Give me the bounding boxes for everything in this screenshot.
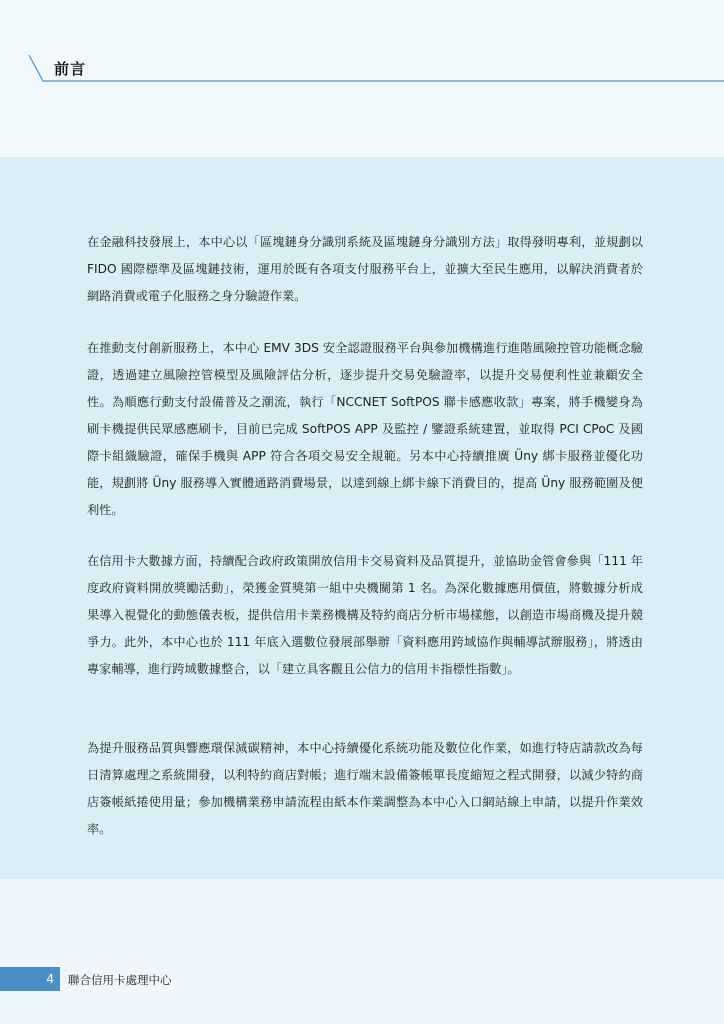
footer-organization: 聯合信用卡處理中心 [68, 973, 172, 987]
paragraph-payment-innovation: 在推動支付創新服務上，本中心 EMV 3DS 安全認證服務平台與參加機構進行進階風險控管功能概念驗證，透過建立風險控管模型及風險評估分析，逐步提升交易免驗證率，以提升交易便利性並兼顧安全性。為順應行動支付設備普及之潮流，執行「NCCNET SoftPOS 聯卡感應收款」專案，將手機變身為刷卡機提供民眾感應刷卡，目前已完成 SoftPOS APP 及監控 / 鑒證系統建置，並取得 PCI CPoC 及國際卡組織驗證，確保手機與 APP 符合各項交易安全規範。另本中心持續推廣 Üny 綁卡服務並優化功能，規劃將 Üny 服務導入實體通路消費場景，以達到線上綁卡線下消費目的，提高 Üny 服務範圍及便利性。 [87, 341, 643, 517]
page-number-badge: 4 [0, 967, 60, 991]
page-header [0, 0, 724, 157]
paragraph-big-data: 在信用卡大數據方面，持續配合政府政策開放信用卡交易資料及品質提升，並協助金管會參與「111 年度政府資料開放獎勵活動」，榮獲金質獎第一組中央機關第 1 名。為深化數據應用價值，將數據分析成果導入視覺化的動態儀表板，提供信用卡業務機構及特約商店分析市場樣態，以創造市場商機及提升競爭力。此外，本中心也於 111 年底入選數位發展部舉辦「資料應用跨域協作與輔導試辦服務」，將透由專家輔導，進行跨域數據整合，以「建立具客觀且公信力的信用卡指標性指數」。 [87, 554, 643, 676]
header-divider [0, 0, 724, 90]
paragraph-fintech: 在金融科技發展上，本中心以「區塊鏈身分識別系統及區塊鏈身分識別方法」取得發明專利，並規劃以 FIDO 國際標準及區塊鏈技術，運用於既有各項支付服務平台上，並擴大至民生應用，以解決消費者於網路消費或電子化服務之身分驗證作業。 [87, 235, 643, 303]
page-title: 前言 [54, 60, 87, 78]
paragraph-service-quality: 為提升服務品質與響應環保減碳精神，本中心持續優化系統功能及數位化作業，如進行特店請款改為每日清算處理之系統開發，以利特約商店對帳；進行端末設備簽帳單長度縮短之程式開發，以減少特約商店簽帳紙捲使用量；參加機構業務申請流程由紙本作業調整為本中心入口網站線上申請，以提升作業效率。 [87, 741, 643, 836]
